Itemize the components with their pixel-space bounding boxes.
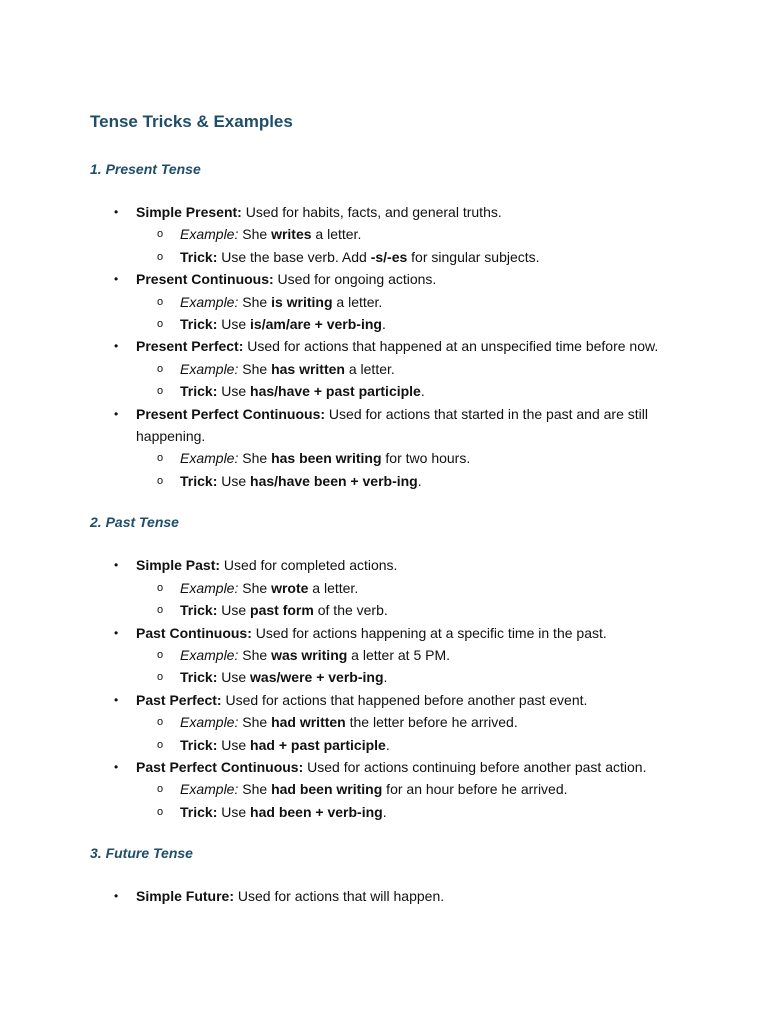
example-line bbox=[135, 291, 680, 313]
trick-highlight: is/am/are + verb-ing bbox=[250, 316, 382, 333]
topic-description: Used for completed actions. bbox=[220, 557, 398, 574]
trick-highlight: has/have + past participle bbox=[250, 383, 421, 400]
example-text: She bbox=[238, 293, 272, 310]
topic-item bbox=[90, 622, 680, 689]
example-text-end: a letter. bbox=[344, 360, 395, 377]
section-heading: 2. Past Tense bbox=[90, 514, 179, 531]
example-label: Example: bbox=[180, 226, 239, 243]
bullet-icon: • bbox=[114, 205, 119, 219]
trick-text: Use bbox=[217, 383, 251, 400]
topic-item bbox=[90, 268, 680, 335]
topic-term: Present Continuous: bbox=[136, 271, 274, 288]
trick-text-end: . bbox=[382, 803, 387, 820]
topic-item bbox=[90, 554, 680, 621]
trick-line bbox=[135, 246, 680, 268]
topic-term: Present Perfect: bbox=[136, 338, 244, 355]
trick-text-end: . bbox=[381, 316, 386, 333]
bullet-icon: • bbox=[114, 625, 119, 640]
example-text: She bbox=[238, 579, 272, 596]
document-title: Tense Tricks & Examples bbox=[90, 112, 293, 131]
example-text: She bbox=[238, 360, 272, 377]
example-line bbox=[135, 358, 680, 380]
example-line bbox=[135, 711, 680, 733]
topic-list bbox=[90, 201, 680, 492]
example-text-end: a letter. bbox=[311, 226, 362, 243]
trick-text: Use bbox=[217, 316, 251, 333]
circle-bullet-icon: o bbox=[157, 805, 164, 818]
topic-description: Used for actions happening at a specific time in the past. bbox=[251, 624, 607, 641]
sub-list bbox=[136, 577, 680, 622]
trick-label: Trick: bbox=[180, 383, 218, 400]
trick-label: Trick: bbox=[180, 472, 218, 489]
sub-list bbox=[136, 291, 680, 336]
circle-bullet-icon: o bbox=[157, 362, 164, 375]
trick-line bbox=[135, 470, 680, 492]
section-heading: 3. Future Tense bbox=[90, 845, 193, 862]
trick-text-end: for singular subjects. bbox=[407, 248, 540, 265]
circle-bullet-icon: o bbox=[157, 581, 164, 594]
trick-text: Use the base verb. Add bbox=[217, 248, 371, 265]
trick-text-end: . bbox=[417, 472, 422, 489]
example-line bbox=[135, 778, 680, 800]
example-highlight: has written bbox=[271, 360, 345, 377]
circle-bullet-icon: o bbox=[157, 452, 164, 465]
trick-highlight: had been + verb-ing bbox=[250, 803, 383, 820]
example-label: Example: bbox=[180, 714, 239, 731]
trick-label: Trick: bbox=[180, 248, 218, 265]
example-highlight: wrote bbox=[271, 579, 309, 596]
circle-bullet-icon: o bbox=[157, 228, 164, 241]
example-line bbox=[135, 644, 680, 666]
bullet-icon: • bbox=[114, 692, 119, 707]
topic-description: Used for habits, facts, and general truths. bbox=[241, 204, 502, 220]
topic-term: Simple Future: bbox=[136, 888, 235, 905]
trick-text-end: . bbox=[383, 669, 388, 686]
topic-item bbox=[90, 201, 680, 268]
topic-list bbox=[90, 554, 680, 823]
example-text-end: the letter before he arrived. bbox=[345, 714, 518, 731]
example-label: Example: bbox=[180, 579, 239, 596]
example-label: Example: bbox=[180, 781, 239, 798]
topic-description: Used for actions continuing before another past action. bbox=[303, 758, 647, 775]
topic-description: Used for ongoing actions. bbox=[273, 271, 437, 288]
example-text-end: a letter. bbox=[332, 293, 383, 310]
sub-list bbox=[136, 358, 680, 403]
example-highlight: was writing bbox=[271, 646, 348, 663]
example-label: Example: bbox=[180, 293, 239, 310]
sub-list bbox=[136, 223, 680, 268]
topic-item bbox=[90, 335, 680, 402]
trick-label: Trick: bbox=[180, 736, 218, 753]
topic-description: Used for actions that happened at an unspecified time before now. bbox=[243, 338, 659, 355]
topic-description: Used for actions that happened before another past event. bbox=[221, 691, 588, 708]
trick-text: Use bbox=[217, 602, 251, 619]
trick-text-end: of the verb. bbox=[313, 602, 388, 619]
bullet-icon: • bbox=[114, 272, 119, 287]
example-line bbox=[135, 223, 680, 245]
circle-bullet-icon: o bbox=[157, 295, 164, 308]
section bbox=[90, 512, 680, 823]
trick-line bbox=[135, 801, 680, 823]
trick-text-end: . bbox=[385, 736, 390, 753]
circle-bullet-icon: o bbox=[157, 604, 164, 617]
topic-description: Used for actions that will happen. bbox=[234, 888, 445, 905]
section bbox=[90, 843, 680, 907]
sections-container bbox=[90, 159, 680, 908]
topic-item bbox=[90, 756, 680, 823]
trick-text: Use bbox=[217, 669, 251, 686]
trick-label: Trick: bbox=[180, 669, 218, 686]
circle-bullet-icon: o bbox=[157, 671, 164, 684]
topic-item bbox=[90, 689, 680, 756]
trick-line bbox=[135, 313, 680, 335]
bullet-icon: • bbox=[114, 759, 119, 774]
example-text: She bbox=[238, 226, 272, 243]
topic-term: Present Perfect Continuous: bbox=[136, 405, 326, 422]
sub-list bbox=[136, 447, 680, 492]
example-label: Example: bbox=[180, 360, 239, 377]
topic-description: Used for actions that started in the past and are still happening. bbox=[136, 405, 648, 445]
example-label: Example: bbox=[180, 646, 239, 663]
example-highlight: is writing bbox=[271, 293, 333, 310]
bullet-icon: • bbox=[114, 406, 119, 421]
section bbox=[90, 159, 680, 492]
example-text-end: a letter. bbox=[308, 579, 359, 596]
example-highlight: writes bbox=[271, 226, 312, 243]
example-highlight: has been writing bbox=[271, 450, 382, 467]
example-text: She bbox=[238, 714, 272, 731]
circle-bullet-icon: o bbox=[157, 250, 164, 263]
topic-term: Past Perfect: bbox=[136, 691, 222, 708]
topic-item bbox=[90, 885, 680, 907]
trick-line bbox=[135, 734, 680, 756]
circle-bullet-icon: o bbox=[157, 783, 164, 796]
example-text: She bbox=[238, 781, 272, 798]
bullet-icon: • bbox=[114, 339, 119, 354]
trick-highlight: has/have been + verb-ing bbox=[250, 472, 418, 489]
sub-list bbox=[136, 711, 680, 756]
trick-line bbox=[135, 666, 680, 688]
bullet-icon: • bbox=[114, 558, 119, 573]
circle-bullet-icon: o bbox=[157, 738, 164, 751]
topic-term: Simple Past: bbox=[136, 557, 221, 574]
circle-bullet-icon: o bbox=[157, 648, 164, 661]
sub-list bbox=[136, 778, 680, 823]
section-heading: 1. Present Tense bbox=[90, 161, 201, 177]
topic-term: Past Perfect Continuous: bbox=[136, 758, 304, 775]
topic-item bbox=[90, 403, 680, 493]
example-text: She bbox=[238, 646, 272, 663]
trick-highlight: -s/-es bbox=[370, 248, 408, 265]
example-text-end: for an hour before he arrived. bbox=[382, 781, 568, 798]
example-text-end: for two hours. bbox=[381, 450, 471, 467]
trick-highlight: past form bbox=[250, 602, 314, 619]
trick-line bbox=[135, 599, 680, 621]
trick-label: Trick: bbox=[180, 602, 218, 619]
example-label: Example: bbox=[180, 450, 239, 467]
trick-label: Trick: bbox=[180, 316, 218, 333]
example-highlight: had been writing bbox=[271, 781, 383, 798]
document-page bbox=[90, 110, 680, 908]
topic-term: Past Continuous: bbox=[136, 624, 252, 641]
sub-list bbox=[136, 644, 680, 689]
circle-bullet-icon: o bbox=[157, 474, 164, 487]
trick-highlight: had + past participle bbox=[250, 736, 386, 753]
topic-list bbox=[90, 885, 680, 907]
trick-text: Use bbox=[217, 472, 251, 489]
example-line bbox=[135, 447, 680, 469]
circle-bullet-icon: o bbox=[157, 385, 164, 398]
trick-highlight: was/were + verb-ing bbox=[250, 669, 384, 686]
trick-line bbox=[135, 380, 680, 402]
topic-term: Simple Present: bbox=[136, 204, 242, 220]
example-highlight: had written bbox=[271, 714, 346, 731]
example-line bbox=[135, 577, 680, 599]
circle-bullet-icon: o bbox=[157, 318, 164, 331]
bullet-icon: • bbox=[114, 889, 119, 904]
trick-text-end: . bbox=[420, 383, 425, 400]
trick-text: Use bbox=[217, 803, 251, 820]
example-text-end: a letter at 5 PM. bbox=[347, 646, 451, 663]
trick-label: Trick: bbox=[180, 803, 218, 820]
example-text: She bbox=[238, 450, 272, 467]
trick-text: Use bbox=[217, 736, 251, 753]
circle-bullet-icon: o bbox=[157, 716, 164, 729]
